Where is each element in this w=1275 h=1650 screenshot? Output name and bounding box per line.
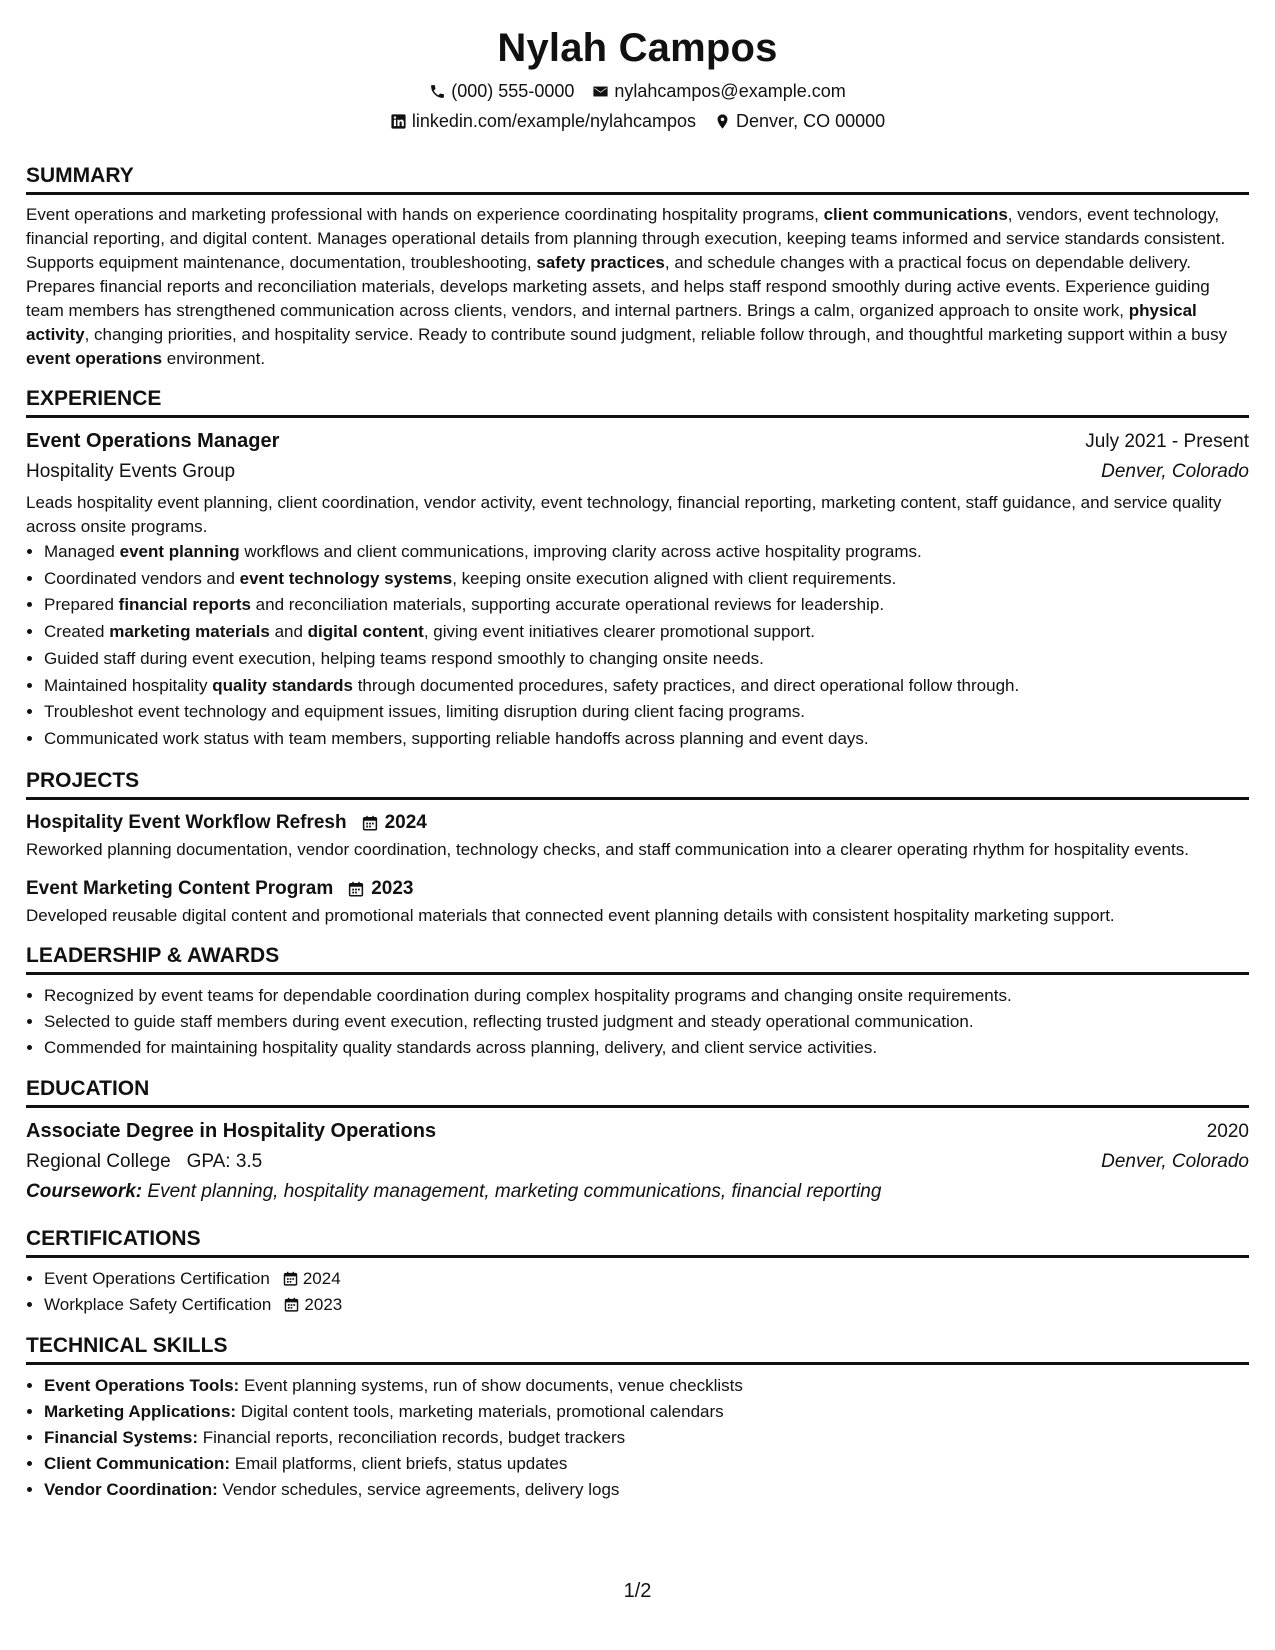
experience-heading: EXPERIENCE — [26, 385, 1249, 418]
cert-year — [283, 1292, 342, 1318]
list-item: • Maintained hospitality quality standards through documented procedures, safety practices, and direct operational follow through. — [44, 673, 1249, 700]
list-item: • Recognized by event teams for dependable coordination during complex hospitality programs and changing onsite requirements. — [44, 983, 1249, 1009]
coursework-text: Event planning, hospitality management, marketing communications, financial reporting — [147, 1180, 882, 1202]
phone-text: (000) 555-0000 — [451, 81, 575, 101]
school-location: Denver, Colorado — [1101, 1150, 1249, 1172]
project-title — [26, 808, 1249, 838]
cert-year-text: 2024 — [302, 1268, 341, 1288]
project-year-text: 2023 — [371, 877, 414, 899]
list-item: • Vendor Coordination: Vendor schedules, service agreements, delivery logs — [44, 1477, 1249, 1503]
summary-keyword: event operations — [26, 349, 163, 368]
projects-heading: PROJECTS — [26, 767, 1249, 800]
list-item: • Selected to guide staff members during event execution, reflecting trusted judgment and steady operational communication. — [44, 1009, 1249, 1035]
cert-name: • Event Operations Certification — [44, 1268, 270, 1288]
job-bullets — [26, 539, 1249, 753]
contact-location — [714, 106, 885, 136]
list-item: • Coordinated vendors and event technology systems, keeping onsite execution aligned with client requirements. — [44, 566, 1249, 593]
leadership-section — [26, 942, 1249, 1061]
envelope-icon — [592, 83, 609, 100]
contact-line-secondary — [26, 106, 1249, 136]
project-description: Reworked planning documentation, vendor coordination, technology checks, and staff communication into a clearer operating rhythm for hospitality events. — [26, 839, 1189, 859]
skills-heading: TECHNICAL SKILLS — [26, 1332, 1249, 1365]
school-name: Regional College — [26, 1150, 171, 1172]
job-company-row — [26, 457, 1249, 487]
summary-seg: Event operations and marketing professional with hands on experience coordinating hospitality programs, — [26, 205, 824, 224]
job-dates: July 2021 - Present — [1085, 431, 1249, 452]
education-school-row — [26, 1147, 1249, 1177]
calendar-icon — [282, 1270, 299, 1287]
email-text: nylahcampos@example.com — [614, 81, 846, 101]
job-title: Event Operations Manager — [26, 430, 280, 452]
project-year-text: 2024 — [384, 811, 427, 833]
project-year — [347, 874, 413, 904]
education-year: 2020 — [1206, 1120, 1249, 1142]
project-name: Event Marketing Content Program — [26, 877, 334, 899]
coursework — [26, 1177, 1249, 1207]
calendar-icon — [283, 1296, 300, 1313]
location-text: Denver, CO 00000 — [736, 111, 886, 131]
certifications-list — [26, 1266, 1249, 1318]
gpa: GPA: 3.5 — [186, 1150, 263, 1172]
contact-email[interactable] — [592, 76, 845, 106]
list-item: • Prepared financial reports and reconciliation materials, supporting accurate operational reviews for leadership. — [44, 592, 1249, 619]
job-location: Denver, Colorado — [1101, 461, 1249, 482]
linkedin-icon — [390, 113, 407, 130]
summary-seg: , changing priorities, and hospitality service. Ready to contribute sound judgment, reliable follow through, and thoughtful marketing support within a busy — [84, 325, 1228, 344]
cert-name: • Workplace Safety Certification — [44, 1294, 272, 1314]
list-item: • Commended for maintaining hospitality quality standards across planning, delivery, and client service activities. — [44, 1035, 1249, 1061]
leadership-list — [26, 983, 1249, 1061]
project-description: Developed reusable digital content and promotional materials that connected event planning details with consistent hospitality marketing support. — [26, 905, 1115, 925]
summary-seg: , vendors, event technology, financial reporting, and digital content. Manages operational details from planning through execution, keeping teams informed and service standards consistent. Supports equipment maintenance, documentation, troubleshooting, — [26, 205, 1226, 272]
list-item: • Marketing Applications: Digital content tools, marketing materials, promotional calendars — [44, 1399, 1249, 1425]
list-item: • Created marketing materials and digital content, giving event initiatives clearer promotional support. — [44, 619, 1249, 646]
calendar-icon — [347, 880, 365, 898]
list-item — [44, 1266, 1249, 1292]
skills-section — [26, 1332, 1249, 1503]
project-title — [26, 874, 1249, 904]
education-section — [26, 1075, 1249, 1207]
projects-section — [26, 767, 1249, 928]
list-item: • Communicated work status with team members, supporting reliable handoffs across planning and event days. — [44, 726, 1249, 753]
linkedin-text: linkedin.com/example/nylahcampos — [411, 111, 697, 131]
job-company: Hospitality Events Group — [26, 461, 236, 482]
list-item: • Event Operations Tools: Event planning systems, run of show documents, venue checklists — [44, 1373, 1249, 1399]
calendar-icon — [361, 814, 379, 832]
summary-seg: , and schedule changes with a practical focus on dependable delivery. Prepares financial reports and reconciliation materials, develops marketing assets, and helps staff respond smoothly during active events. Experience guiding team members has strengthened communication across clients, vendors, and internal partners. Brings a calm, organized approach to onsite work, — [26, 253, 1210, 320]
experience-section — [26, 385, 1249, 753]
project-year — [361, 808, 427, 838]
coursework-label: Coursework: — [26, 1180, 143, 1202]
job-header — [26, 426, 1249, 457]
summary-heading: SUMMARY — [26, 162, 1249, 195]
contact-linkedin[interactable] — [390, 106, 696, 136]
list-item — [44, 1292, 1249, 1318]
certifications-section — [26, 1225, 1249, 1318]
education-heading: EDUCATION — [26, 1075, 1249, 1108]
page-number: 1/2 — [623, 1580, 652, 1602]
list-item: • Managed event planning workflows and client communications, improving clarity across active hospitality programs. — [44, 539, 1249, 566]
skills-list — [26, 1373, 1249, 1503]
phone-icon — [429, 83, 446, 100]
job-description: Leads hospitality event planning, client coordination, vendor activity, event technology, financial reporting, marketing content, staff guidance, and service quality across onsite programs. — [26, 493, 1222, 536]
summary-keyword: safety practices — [536, 253, 665, 272]
degree-title: Associate Degree in Hospitality Operations — [26, 1119, 437, 1142]
summary-keyword: client communications — [823, 205, 1008, 224]
contact-phone — [429, 76, 574, 106]
summary-seg: environment. — [162, 349, 266, 368]
certifications-heading: CERTIFICATIONS — [26, 1225, 1249, 1258]
project-name: Hospitality Event Workflow Refresh — [26, 811, 347, 833]
summary-keyword: physical activity — [26, 301, 1197, 344]
leadership-heading: LEADERSHIP & AWARDS — [26, 942, 1249, 975]
education-header — [26, 1116, 1249, 1147]
map-pin-icon — [714, 113, 731, 130]
summary-section — [26, 162, 1249, 371]
list-item: • Client Communication: Email platforms, client briefs, status updates — [44, 1451, 1249, 1477]
list-item: • Financial Systems: Financial reports, reconciliation records, budget trackers — [44, 1425, 1249, 1451]
contact-line-primary — [26, 76, 1249, 106]
list-item: • Troubleshot event technology and equipment issues, limiting disruption during client facing programs. — [44, 699, 1249, 726]
cert-year — [282, 1266, 341, 1292]
school-info — [26, 1147, 262, 1177]
cert-year-text: 2023 — [304, 1294, 343, 1314]
list-item: • Guided staff during event execution, helping teams respond smoothly to changing onsite needs. — [44, 646, 1249, 673]
candidate-name: Nylah Campos — [497, 26, 778, 70]
summary-text — [26, 203, 1249, 371]
